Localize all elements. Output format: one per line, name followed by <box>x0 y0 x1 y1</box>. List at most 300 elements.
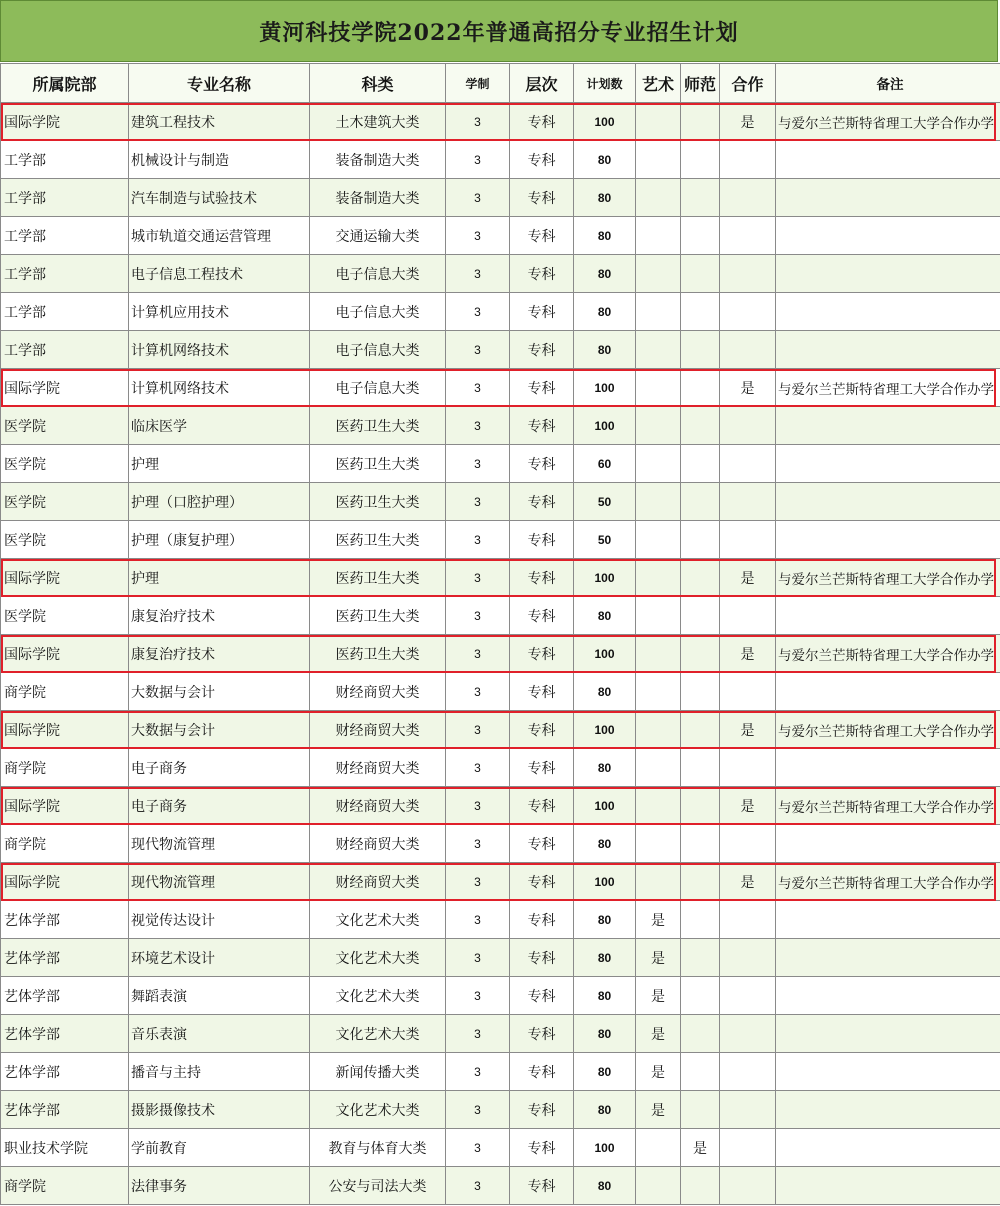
cell-remarks[interactable] <box>776 673 1000 711</box>
cell-normal[interactable] <box>681 825 720 863</box>
cell-department[interactable]: 商学院 <box>1 749 129 787</box>
header-level[interactable]: 层次 <box>510 64 574 103</box>
cell-level[interactable]: 专科 <box>510 939 574 977</box>
header-plan-count[interactable]: 计划数 <box>574 64 636 103</box>
cell-duration[interactable]: 3 <box>446 407 510 445</box>
cell-department[interactable]: 艺体学部 <box>1 939 129 977</box>
cell-remarks[interactable] <box>776 1167 1000 1205</box>
cell-duration[interactable]: 3 <box>446 445 510 483</box>
cell-duration[interactable]: 3 <box>446 255 510 293</box>
cell-duration[interactable]: 3 <box>446 1091 510 1129</box>
cell-department[interactable]: 艺体学部 <box>1 977 129 1015</box>
cell-cooperation[interactable] <box>720 1091 776 1129</box>
cell-level[interactable]: 专科 <box>510 255 574 293</box>
cell-cooperation[interactable] <box>720 217 776 255</box>
cell-cooperation[interactable] <box>720 1129 776 1167</box>
cell-level[interactable]: 专科 <box>510 597 574 635</box>
header-art[interactable]: 艺术 <box>636 64 681 103</box>
cell-art[interactable]: 是 <box>636 1053 681 1091</box>
cell-plan-count[interactable]: 100 <box>574 635 636 673</box>
cell-duration[interactable]: 3 <box>446 825 510 863</box>
cell-plan-count[interactable]: 60 <box>574 445 636 483</box>
cell-art[interactable] <box>636 103 681 141</box>
cell-level[interactable]: 专科 <box>510 749 574 787</box>
cell-duration[interactable]: 3 <box>446 1167 510 1205</box>
cell-cooperation[interactable]: 是 <box>720 635 776 673</box>
cell-remarks[interactable] <box>776 293 1000 331</box>
cell-department[interactable]: 国际学院 <box>1 103 129 141</box>
cell-department[interactable]: 医学院 <box>1 597 129 635</box>
cell-plan-count[interactable]: 100 <box>574 787 636 825</box>
cell-art[interactable] <box>636 217 681 255</box>
cell-art[interactable] <box>636 787 681 825</box>
cell-level[interactable]: 专科 <box>510 1129 574 1167</box>
cell-level[interactable]: 专科 <box>510 711 574 749</box>
cell-department[interactable]: 医学院 <box>1 407 129 445</box>
cell-department[interactable]: 国际学院 <box>1 369 129 407</box>
cell-cooperation[interactable] <box>720 1053 776 1091</box>
cell-duration[interactable]: 3 <box>446 711 510 749</box>
cell-department[interactable]: 国际学院 <box>1 787 129 825</box>
cell-category[interactable]: 公安与司法大类 <box>310 1167 446 1205</box>
cell-department[interactable]: 艺体学部 <box>1 1053 129 1091</box>
cell-plan-count[interactable]: 80 <box>574 901 636 939</box>
cell-remarks[interactable]: 与爱尔兰芒斯特省理工大学合作办学 <box>776 635 1000 673</box>
cell-plan-count[interactable]: 50 <box>574 521 636 559</box>
cell-plan-count[interactable]: 80 <box>574 1015 636 1053</box>
cell-level[interactable]: 专科 <box>510 521 574 559</box>
cell-department[interactable]: 国际学院 <box>1 711 129 749</box>
header-remarks[interactable]: 备注 <box>776 64 1000 103</box>
cell-plan-count[interactable]: 80 <box>574 749 636 787</box>
cell-major[interactable]: 机械设计与制造 <box>129 141 310 179</box>
cell-category[interactable]: 电子信息大类 <box>310 293 446 331</box>
cell-category[interactable]: 文化艺术大类 <box>310 977 446 1015</box>
cell-cooperation[interactable]: 是 <box>720 559 776 597</box>
cell-art[interactable] <box>636 559 681 597</box>
cell-duration[interactable]: 3 <box>446 483 510 521</box>
cell-plan-count[interactable]: 80 <box>574 673 636 711</box>
cell-category[interactable]: 医药卫生大类 <box>310 407 446 445</box>
cell-level[interactable]: 专科 <box>510 673 574 711</box>
cell-category[interactable]: 电子信息大类 <box>310 255 446 293</box>
cell-plan-count[interactable]: 100 <box>574 103 636 141</box>
cell-level[interactable]: 专科 <box>510 825 574 863</box>
cell-level[interactable]: 专科 <box>510 1167 574 1205</box>
cell-normal[interactable] <box>681 597 720 635</box>
cell-normal[interactable] <box>681 901 720 939</box>
cell-remarks[interactable]: 与爱尔兰芒斯特省理工大学合作办学 <box>776 787 1000 825</box>
cell-plan-count[interactable]: 80 <box>574 1167 636 1205</box>
cell-art[interactable] <box>636 597 681 635</box>
cell-major[interactable]: 电子商务 <box>129 749 310 787</box>
cell-department[interactable]: 医学院 <box>1 445 129 483</box>
cell-major[interactable]: 视觉传达设计 <box>129 901 310 939</box>
cell-duration[interactable]: 3 <box>446 673 510 711</box>
cell-art[interactable] <box>636 331 681 369</box>
cell-normal[interactable] <box>681 1167 720 1205</box>
cell-remarks[interactable] <box>776 521 1000 559</box>
cell-remarks[interactable] <box>776 141 1000 179</box>
cell-remarks[interactable] <box>776 483 1000 521</box>
cell-remarks[interactable] <box>776 749 1000 787</box>
cell-plan-count[interactable]: 80 <box>574 977 636 1015</box>
cell-remarks[interactable]: 与爱尔兰芒斯特省理工大学合作办学 <box>776 369 1000 407</box>
cell-category[interactable]: 文化艺术大类 <box>310 901 446 939</box>
cell-category[interactable]: 交通运输大类 <box>310 217 446 255</box>
header-cooperation[interactable]: 合作 <box>720 64 776 103</box>
cell-plan-count[interactable]: 100 <box>574 407 636 445</box>
cell-category[interactable]: 医药卫生大类 <box>310 597 446 635</box>
cell-remarks[interactable]: 与爱尔兰芒斯特省理工大学合作办学 <box>776 711 1000 749</box>
cell-category[interactable]: 教育与体育大类 <box>310 1129 446 1167</box>
cell-category[interactable]: 新闻传播大类 <box>310 1053 446 1091</box>
cell-plan-count[interactable]: 100 <box>574 711 636 749</box>
cell-duration[interactable]: 3 <box>446 863 510 901</box>
cell-department[interactable]: 工学部 <box>1 255 129 293</box>
cell-remarks[interactable] <box>776 407 1000 445</box>
cell-plan-count[interactable]: 80 <box>574 1053 636 1091</box>
cell-level[interactable]: 专科 <box>510 1053 574 1091</box>
cell-category[interactable]: 财经商贸大类 <box>310 673 446 711</box>
cell-level[interactable]: 专科 <box>510 483 574 521</box>
cell-category[interactable]: 医药卫生大类 <box>310 635 446 673</box>
cell-normal[interactable] <box>681 445 720 483</box>
cell-category[interactable]: 财经商贸大类 <box>310 711 446 749</box>
cell-cooperation[interactable]: 是 <box>720 711 776 749</box>
cell-normal[interactable] <box>681 787 720 825</box>
cell-department[interactable]: 商学院 <box>1 1167 129 1205</box>
cell-art[interactable]: 是 <box>636 1091 681 1129</box>
cell-category[interactable]: 装备制造大类 <box>310 179 446 217</box>
cell-category[interactable]: 财经商贸大类 <box>310 825 446 863</box>
cell-major[interactable]: 康复治疗技术 <box>129 597 310 635</box>
cell-category[interactable]: 医药卫生大类 <box>310 521 446 559</box>
cell-department[interactable]: 医学院 <box>1 521 129 559</box>
cell-normal[interactable] <box>681 103 720 141</box>
cell-cooperation[interactable] <box>720 749 776 787</box>
cell-duration[interactable]: 3 <box>446 597 510 635</box>
cell-major[interactable]: 建筑工程技术 <box>129 103 310 141</box>
cell-art[interactable] <box>636 749 681 787</box>
cell-department[interactable]: 艺体学部 <box>1 1091 129 1129</box>
cell-normal[interactable] <box>681 939 720 977</box>
cell-major[interactable]: 临床医学 <box>129 407 310 445</box>
cell-art[interactable] <box>636 407 681 445</box>
cell-art[interactable] <box>636 255 681 293</box>
cell-major[interactable]: 电子商务 <box>129 787 310 825</box>
cell-art[interactable] <box>636 483 681 521</box>
cell-plan-count[interactable]: 100 <box>574 559 636 597</box>
header-category[interactable]: 科类 <box>310 64 446 103</box>
cell-level[interactable]: 专科 <box>510 863 574 901</box>
cell-department[interactable]: 国际学院 <box>1 863 129 901</box>
cell-cooperation[interactable] <box>720 179 776 217</box>
cell-art[interactable] <box>636 863 681 901</box>
cell-major[interactable]: 护理 <box>129 559 310 597</box>
cell-plan-count[interactable]: 80 <box>574 255 636 293</box>
cell-major[interactable]: 计算机网络技术 <box>129 331 310 369</box>
cell-major[interactable]: 现代物流管理 <box>129 863 310 901</box>
cell-cooperation[interactable]: 是 <box>720 787 776 825</box>
cell-major[interactable]: 大数据与会计 <box>129 711 310 749</box>
cell-level[interactable]: 专科 <box>510 635 574 673</box>
cell-level[interactable]: 专科 <box>510 103 574 141</box>
cell-cooperation[interactable] <box>720 901 776 939</box>
cell-normal[interactable] <box>681 293 720 331</box>
cell-remarks[interactable] <box>776 939 1000 977</box>
cell-department[interactable]: 艺体学部 <box>1 1015 129 1053</box>
cell-normal[interactable] <box>681 369 720 407</box>
cell-duration[interactable]: 3 <box>446 141 510 179</box>
cell-art[interactable] <box>636 293 681 331</box>
cell-duration[interactable]: 3 <box>446 1053 510 1091</box>
cell-cooperation[interactable] <box>720 1015 776 1053</box>
cell-category[interactable]: 财经商贸大类 <box>310 863 446 901</box>
cell-category[interactable]: 医药卫生大类 <box>310 559 446 597</box>
cell-major[interactable]: 电子信息工程技术 <box>129 255 310 293</box>
cell-remarks[interactable] <box>776 445 1000 483</box>
cell-plan-count[interactable]: 100 <box>574 369 636 407</box>
cell-major[interactable]: 汽车制造与试验技术 <box>129 179 310 217</box>
cell-plan-count[interactable]: 100 <box>574 1129 636 1167</box>
cell-department[interactable]: 商学院 <box>1 825 129 863</box>
cell-duration[interactable]: 3 <box>446 901 510 939</box>
cell-major[interactable]: 环境艺术设计 <box>129 939 310 977</box>
cell-normal[interactable] <box>681 1091 720 1129</box>
cell-major[interactable]: 音乐表演 <box>129 1015 310 1053</box>
cell-normal[interactable] <box>681 977 720 1015</box>
cell-level[interactable]: 专科 <box>510 141 574 179</box>
cell-art[interactable] <box>636 635 681 673</box>
cell-normal[interactable] <box>681 255 720 293</box>
cell-art[interactable] <box>636 825 681 863</box>
cell-category[interactable]: 财经商贸大类 <box>310 749 446 787</box>
cell-normal[interactable] <box>681 749 720 787</box>
cell-category[interactable]: 装备制造大类 <box>310 141 446 179</box>
cell-major[interactable]: 现代物流管理 <box>129 825 310 863</box>
cell-level[interactable]: 专科 <box>510 1091 574 1129</box>
cell-plan-count[interactable]: 100 <box>574 863 636 901</box>
cell-plan-count[interactable]: 80 <box>574 217 636 255</box>
cell-plan-count[interactable]: 80 <box>574 825 636 863</box>
cell-normal[interactable] <box>681 711 720 749</box>
cell-level[interactable]: 专科 <box>510 331 574 369</box>
cell-duration[interactable]: 3 <box>446 369 510 407</box>
cell-major[interactable]: 播音与主持 <box>129 1053 310 1091</box>
cell-plan-count[interactable]: 80 <box>574 141 636 179</box>
cell-level[interactable]: 专科 <box>510 179 574 217</box>
cell-department[interactable]: 工学部 <box>1 141 129 179</box>
cell-cooperation[interactable]: 是 <box>720 103 776 141</box>
cell-cooperation[interactable]: 是 <box>720 863 776 901</box>
cell-normal[interactable] <box>681 521 720 559</box>
cell-normal[interactable] <box>681 863 720 901</box>
cell-plan-count[interactable]: 80 <box>574 293 636 331</box>
cell-category[interactable]: 文化艺术大类 <box>310 1091 446 1129</box>
cell-plan-count[interactable]: 80 <box>574 179 636 217</box>
cell-category[interactable]: 电子信息大类 <box>310 331 446 369</box>
cell-category[interactable]: 土木建筑大类 <box>310 103 446 141</box>
cell-remarks[interactable] <box>776 331 1000 369</box>
cell-cooperation[interactable] <box>720 939 776 977</box>
cell-art[interactable] <box>636 141 681 179</box>
cell-duration[interactable]: 3 <box>446 293 510 331</box>
cell-remarks[interactable] <box>776 255 1000 293</box>
cell-level[interactable]: 专科 <box>510 977 574 1015</box>
cell-department[interactable]: 艺体学部 <box>1 901 129 939</box>
cell-department[interactable]: 商学院 <box>1 673 129 711</box>
cell-major[interactable]: 摄影摄像技术 <box>129 1091 310 1129</box>
cell-remarks[interactable] <box>776 1015 1000 1053</box>
cell-level[interactable]: 专科 <box>510 217 574 255</box>
cell-duration[interactable]: 3 <box>446 1015 510 1053</box>
cell-duration[interactable]: 3 <box>446 1129 510 1167</box>
cell-normal[interactable] <box>681 1053 720 1091</box>
cell-level[interactable]: 专科 <box>510 1015 574 1053</box>
cell-duration[interactable]: 3 <box>446 787 510 825</box>
cell-duration[interactable]: 3 <box>446 749 510 787</box>
cell-plan-count[interactable]: 80 <box>574 939 636 977</box>
cell-level[interactable]: 专科 <box>510 407 574 445</box>
cell-remarks[interactable] <box>776 825 1000 863</box>
cell-level[interactable]: 专科 <box>510 901 574 939</box>
cell-normal[interactable] <box>681 407 720 445</box>
cell-department[interactable]: 国际学院 <box>1 559 129 597</box>
header-department[interactable]: 所属院部 <box>1 64 129 103</box>
cell-remarks[interactable] <box>776 977 1000 1015</box>
cell-art[interactable] <box>636 179 681 217</box>
cell-major[interactable]: 法律事务 <box>129 1167 310 1205</box>
cell-category[interactable]: 医药卫生大类 <box>310 445 446 483</box>
cell-art[interactable]: 是 <box>636 901 681 939</box>
cell-duration[interactable]: 3 <box>446 635 510 673</box>
cell-normal[interactable] <box>681 331 720 369</box>
cell-cooperation[interactable] <box>720 521 776 559</box>
cell-normal[interactable] <box>681 217 720 255</box>
cell-cooperation[interactable] <box>720 407 776 445</box>
cell-department[interactable]: 工学部 <box>1 293 129 331</box>
cell-major[interactable]: 康复治疗技术 <box>129 635 310 673</box>
cell-department[interactable]: 工学部 <box>1 331 129 369</box>
cell-plan-count[interactable]: 80 <box>574 331 636 369</box>
cell-normal[interactable] <box>681 635 720 673</box>
header-major[interactable]: 专业名称 <box>129 64 310 103</box>
cell-level[interactable]: 专科 <box>510 787 574 825</box>
cell-department[interactable]: 工学部 <box>1 217 129 255</box>
cell-category[interactable]: 财经商贸大类 <box>310 787 446 825</box>
cell-major[interactable]: 学前教育 <box>129 1129 310 1167</box>
cell-art[interactable] <box>636 673 681 711</box>
cell-major[interactable]: 计算机网络技术 <box>129 369 310 407</box>
cell-remarks[interactable] <box>776 217 1000 255</box>
cell-remarks[interactable] <box>776 597 1000 635</box>
cell-cooperation[interactable] <box>720 293 776 331</box>
cell-cooperation[interactable] <box>720 977 776 1015</box>
cell-cooperation[interactable] <box>720 597 776 635</box>
cell-normal[interactable] <box>681 179 720 217</box>
cell-major[interactable]: 护理 <box>129 445 310 483</box>
cell-department[interactable]: 国际学院 <box>1 635 129 673</box>
cell-duration[interactable]: 3 <box>446 977 510 1015</box>
cell-normal[interactable]: 是 <box>681 1129 720 1167</box>
cell-cooperation[interactable] <box>720 141 776 179</box>
cell-cooperation[interactable] <box>720 483 776 521</box>
cell-plan-count[interactable]: 50 <box>574 483 636 521</box>
cell-cooperation[interactable] <box>720 1167 776 1205</box>
cell-remarks[interactable] <box>776 1091 1000 1129</box>
cell-normal[interactable] <box>681 673 720 711</box>
cell-level[interactable]: 专科 <box>510 293 574 331</box>
cell-department[interactable]: 职业技术学院 <box>1 1129 129 1167</box>
cell-cooperation[interactable] <box>720 255 776 293</box>
cell-level[interactable]: 专科 <box>510 559 574 597</box>
cell-level[interactable]: 专科 <box>510 369 574 407</box>
cell-level[interactable]: 专科 <box>510 445 574 483</box>
cell-duration[interactable]: 3 <box>446 217 510 255</box>
cell-art[interactable] <box>636 1167 681 1205</box>
cell-duration[interactable]: 3 <box>446 521 510 559</box>
cell-category[interactable]: 电子信息大类 <box>310 369 446 407</box>
cell-cooperation[interactable] <box>720 445 776 483</box>
cell-major[interactable]: 护理（口腔护理） <box>129 483 310 521</box>
cell-duration[interactable]: 3 <box>446 331 510 369</box>
cell-remarks[interactable]: 与爱尔兰芒斯特省理工大学合作办学 <box>776 103 1000 141</box>
cell-remarks[interactable] <box>776 1129 1000 1167</box>
cell-remarks[interactable] <box>776 901 1000 939</box>
cell-major[interactable]: 城市轨道交通运营管理 <box>129 217 310 255</box>
cell-art[interactable]: 是 <box>636 1015 681 1053</box>
cell-duration[interactable]: 3 <box>446 939 510 977</box>
cell-remarks[interactable] <box>776 179 1000 217</box>
cell-department[interactable]: 工学部 <box>1 179 129 217</box>
cell-duration[interactable]: 3 <box>446 559 510 597</box>
cell-normal[interactable] <box>681 1015 720 1053</box>
cell-art[interactable] <box>636 711 681 749</box>
cell-category[interactable]: 文化艺术大类 <box>310 1015 446 1053</box>
cell-art[interactable] <box>636 445 681 483</box>
cell-normal[interactable] <box>681 483 720 521</box>
header-normal[interactable]: 师范 <box>681 64 720 103</box>
cell-normal[interactable] <box>681 559 720 597</box>
cell-remarks[interactable]: 与爱尔兰芒斯特省理工大学合作办学 <box>776 559 1000 597</box>
cell-normal[interactable] <box>681 141 720 179</box>
cell-category[interactable]: 医药卫生大类 <box>310 483 446 521</box>
cell-major[interactable]: 舞蹈表演 <box>129 977 310 1015</box>
cell-remarks[interactable] <box>776 1053 1000 1091</box>
cell-art[interactable]: 是 <box>636 939 681 977</box>
cell-plan-count[interactable]: 80 <box>574 597 636 635</box>
cell-duration[interactable]: 3 <box>446 103 510 141</box>
cell-remarks[interactable]: 与爱尔兰芒斯特省理工大学合作办学 <box>776 863 1000 901</box>
header-duration[interactable]: 学制 <box>446 64 510 103</box>
cell-cooperation[interactable] <box>720 825 776 863</box>
cell-art[interactable]: 是 <box>636 977 681 1015</box>
cell-major[interactable]: 大数据与会计 <box>129 673 310 711</box>
cell-department[interactable]: 医学院 <box>1 483 129 521</box>
cell-cooperation[interactable] <box>720 331 776 369</box>
cell-category[interactable]: 文化艺术大类 <box>310 939 446 977</box>
cell-cooperation[interactable]: 是 <box>720 369 776 407</box>
cell-cooperation[interactable] <box>720 673 776 711</box>
cell-major[interactable]: 计算机应用技术 <box>129 293 310 331</box>
cell-major[interactable]: 护理（康复护理） <box>129 521 310 559</box>
cell-art[interactable] <box>636 369 681 407</box>
cell-duration[interactable]: 3 <box>446 179 510 217</box>
cell-plan-count[interactable]: 80 <box>574 1091 636 1129</box>
cell-art[interactable] <box>636 1129 681 1167</box>
cell-art[interactable] <box>636 521 681 559</box>
